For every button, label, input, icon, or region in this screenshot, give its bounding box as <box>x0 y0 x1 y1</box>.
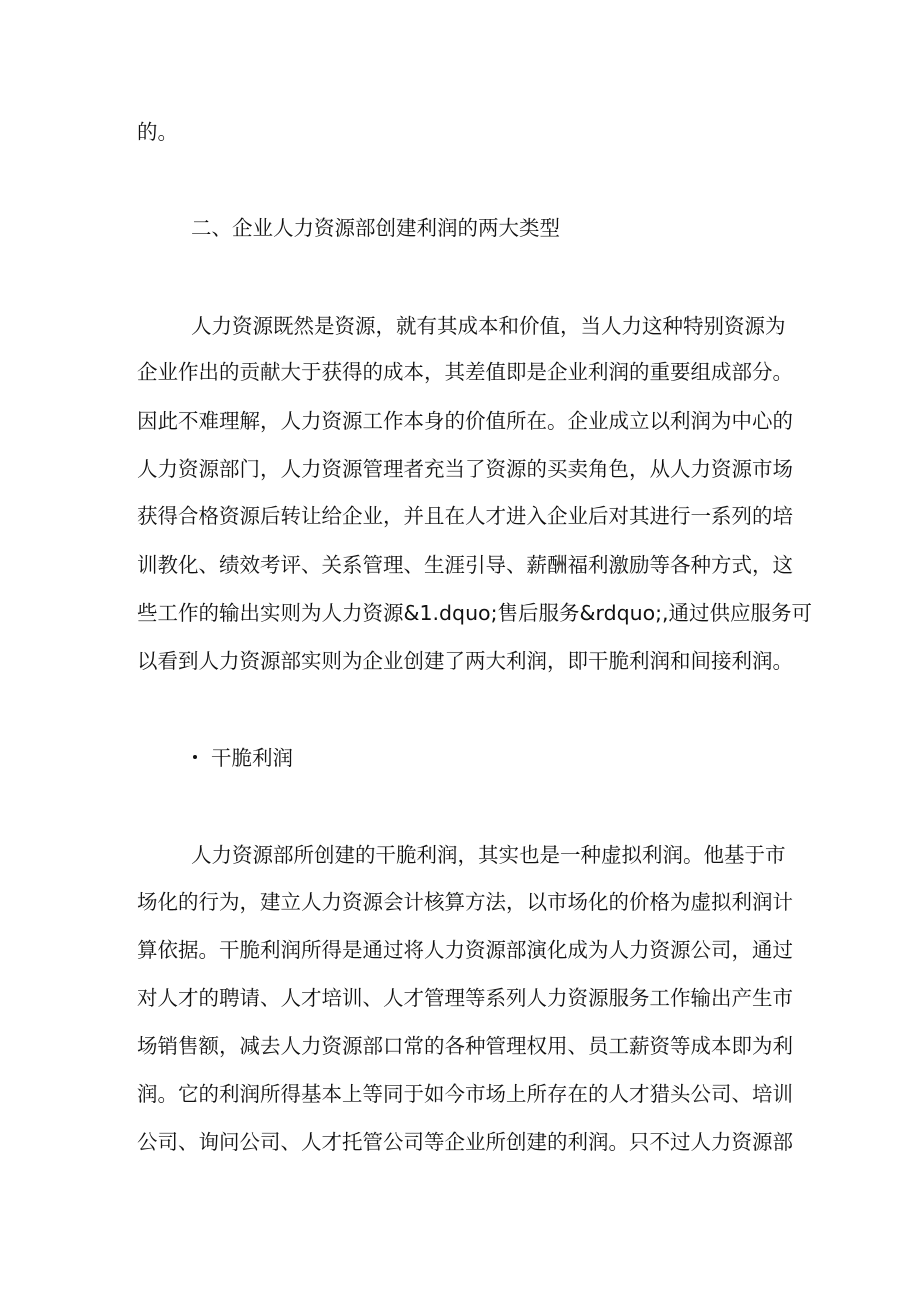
paragraph-line: 润。它的利润所得基本上等同于如今市场上所存在的人才猎头公司、培训 <box>137 1082 793 1106</box>
paragraph-line: 获得合格资源后转让给企业，并且在人才进入企业后对其进行一系列的培 <box>137 504 793 528</box>
bullet-heading-text: 干脆利润 <box>211 746 293 770</box>
paragraph-line: 人力资源既然是资源，就有其成本和价值，当人力这种特别资源为 <box>191 314 786 338</box>
paragraph-line: 人力资源部门，人力资源管理者充当了资源的买卖角色，从人力资源市场 <box>137 457 793 481</box>
paragraph-line: 场销售额，减去人力资源部口常的各种管理权用、员工薪资等成本即为利 <box>137 1034 793 1058</box>
intro-line: 的。 <box>137 120 178 144</box>
paragraph-line: 公司、询问公司、人才托管公司等企业所创建的利润。只不过人力资源部 <box>137 1130 793 1154</box>
paragraph-line: 算依据。干脆利润所得是通过将人力资源部演化成为人力资源公司，通过 <box>137 938 793 962</box>
bullet-heading <box>191 743 293 773</box>
paragraph-line: 些工作的输出实则为人力资源&1.dquo;售后服务&rdquo;,通过供应服务可 <box>137 601 813 625</box>
paragraph-line: 场化的行为，建立人力资源会计核算方法，以市场化的价格为虚拟利润计 <box>137 890 793 914</box>
paragraph-line: 人力资源部所创建的干脆利润，其实也是一种虚拟利润。他基于市 <box>191 843 786 867</box>
paragraph-line: 因此不难理解，人力资源工作本身的价值所在。企业成立以利润为中心的 <box>137 409 793 433</box>
paragraph-line: 训教化、绩效考评、关系管理、生涯引导、薪酬福利激励等各种方式，这 <box>137 553 793 577</box>
paragraph-line: 以看到人力资源部实则为企业创建了两大利润，即干脆利润和间接利润。 <box>137 649 793 673</box>
bullet-dot-icon <box>193 755 197 759</box>
paragraph-line: 企业作出的贡献大于获得的成本，其差值即是企业利润的重要组成部分。 <box>137 360 793 384</box>
paragraph-line: 对人才的聘请、人才培训、人才管理等系列人力资源服务工作输出产生市 <box>137 986 793 1010</box>
section-heading: 二、企业人力资源部创建利润的两大类型 <box>191 216 560 240</box>
